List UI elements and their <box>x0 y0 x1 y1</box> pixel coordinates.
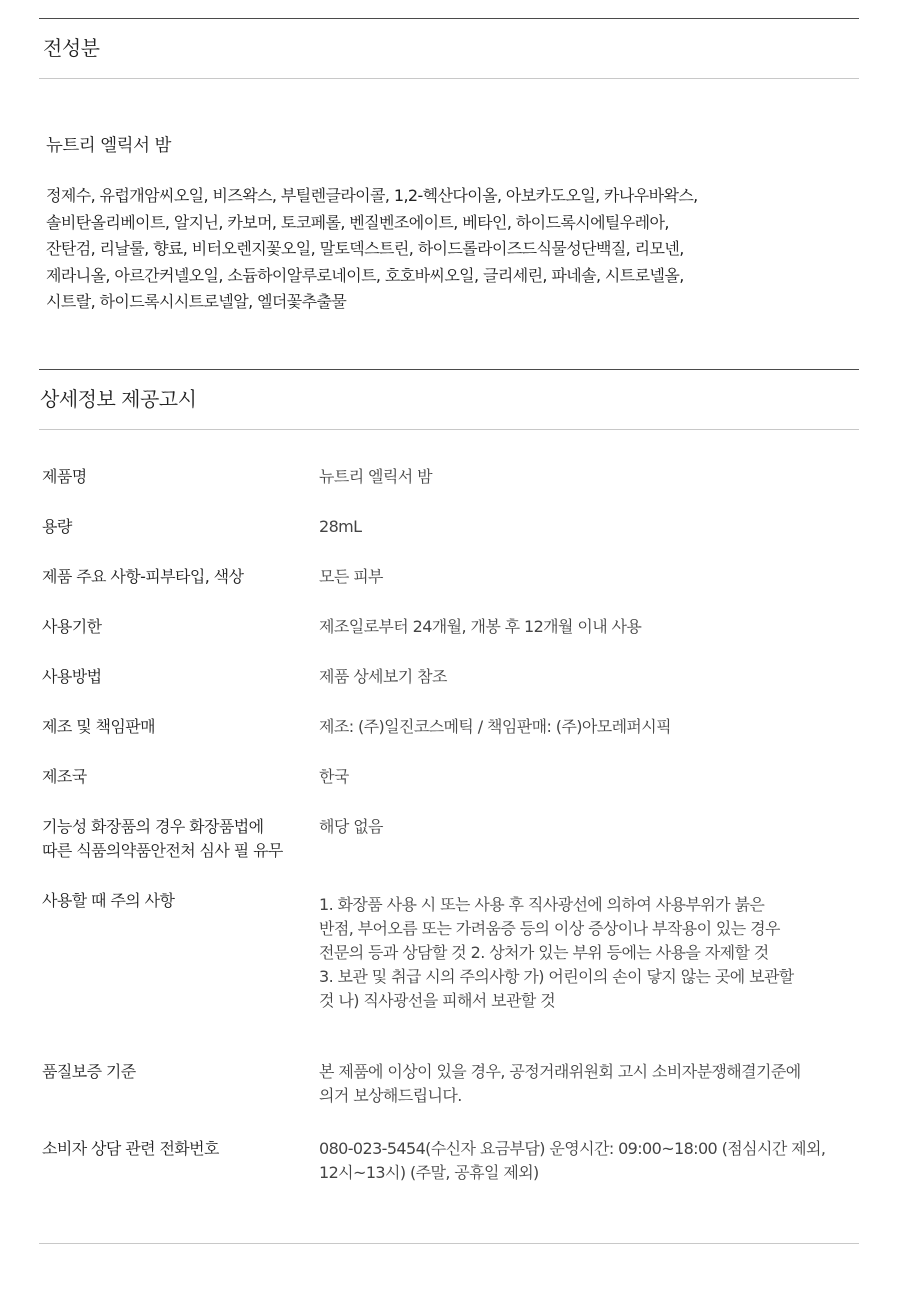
info-value: 뉴트리 엘릭서 밤 <box>319 467 432 486</box>
info-value: 본 제품에 이상이 있을 경우, 공정거래위원회 고시 소비자분쟁해결기준에 의거 보상해드립니다. <box>319 1062 801 1105</box>
info-key: 품질보증 기준 <box>42 1062 136 1081</box>
info-key: 기능성 화장품의 경우 화장품법에 따른 식품의약품안전처 심사 필 유무 <box>42 817 283 860</box>
section-title-divider <box>39 78 859 79</box>
ingredients-line: 솔비탄올리베이트, 알지닌, 카보머, 토코페롤, 벤질벤조에이트, 베타인, 하이드록시에틸우레아, <box>46 212 669 232</box>
info-key: 소비자 상담 관련 전화번호 <box>42 1139 219 1158</box>
info-key: 사용방법 <box>42 667 102 686</box>
info-key: 제품명 <box>42 467 87 486</box>
info-key: 제조국 <box>42 767 87 786</box>
section-bottom-divider <box>39 1243 859 1244</box>
info-row-manufacturer <box>42 715 900 765</box>
info-value: 모든 피부 <box>319 567 383 586</box>
ingredients-title: 전성분 <box>43 36 100 60</box>
ingredients-line: 잔탄검, 리날룰, 향료, 비터오렌지꽃오일, 말토덱스트린, 하이드롤라이즈드식물성단백질, 리모넨, <box>46 239 684 259</box>
info-row-country <box>42 765 900 815</box>
info-notice-title: 상세정보 제공고시 <box>40 387 197 411</box>
info-value: 제품 상세보기 참조 <box>319 667 447 686</box>
info-value: 제조: (주)일진코스메틱 / 책임판매: (주)아모레퍼시픽 <box>319 717 672 736</box>
ingredients-list <box>46 183 786 316</box>
info-row-precautions <box>42 889 900 1060</box>
info-value: 해당 없음 <box>319 817 383 836</box>
info-row-functional-review <box>42 815 900 889</box>
info-value: 한국 <box>319 767 349 786</box>
ingredients-product-name: 뉴트리 엘릭서 밤 <box>46 136 171 156</box>
info-row-customer-phone <box>42 1137 900 1197</box>
ingredients-line: 시트랄, 하이드록시시트로넬알, 엘더꽃추출물 <box>46 292 347 312</box>
info-value: 28mL <box>319 517 362 536</box>
ingredients-header <box>39 18 859 79</box>
info-key: 사용기한 <box>42 617 102 636</box>
info-key: 사용할 때 주의 사항 <box>42 891 175 910</box>
info-value: 1. 화장품 사용 시 또는 사용 후 직사광선에 의하여 사용부위가 붉은 반점, 부어오름 또는 가려움증 등의 이상 증상이나 부작용이 있는 경우 전문의 등과 상담할 것 2. 상처가 있는 부위 등에는 사용을 자제할 것 3. 보관 및 취급 시의 주의사항 가) 어린이의 손이 닿지 않는 곳에 보관할 것 나) 직사광선을 피해서 보관할 것 <box>319 895 794 1010</box>
info-row-usage <box>42 665 900 715</box>
info-value: 제조일로부터 24개월, 개봉 후 12개월 이내 사용 <box>319 617 642 636</box>
info-row-expiry <box>42 615 900 665</box>
info-key: 제품 주요 사항-피부타입, 색상 <box>42 567 244 586</box>
ingredients-line: 제라니올, 아르간커넬오일, 소듐하이알루로네이트, 호호바씨오일, 글리세린, 파네솔, 시트로넬올, <box>46 265 684 285</box>
ingredients-line: 정제수, 유럽개암씨오일, 비즈왁스, 부틸렌글라이콜, 1,2-헥산다이올, 아보카도오일, 카나우바왁스, <box>46 186 698 205</box>
info-key: 용량 <box>42 517 72 536</box>
info-value: 080-023-5454(수신자 요금부담) 운영시간: 09:00~18:00 (점심시간 제외, 12시~13시) (주말, 공휴일 제외) <box>319 1139 826 1182</box>
section-title-divider <box>39 429 859 430</box>
info-row-volume <box>42 515 900 565</box>
info-notice-header <box>39 369 859 430</box>
info-row-quality-guarantee <box>42 1060 900 1137</box>
info-notice-table <box>42 465 900 1197</box>
info-row-skin-type <box>42 565 900 615</box>
info-key: 제조 및 책임판매 <box>42 717 155 736</box>
info-row-product-name <box>42 465 900 515</box>
